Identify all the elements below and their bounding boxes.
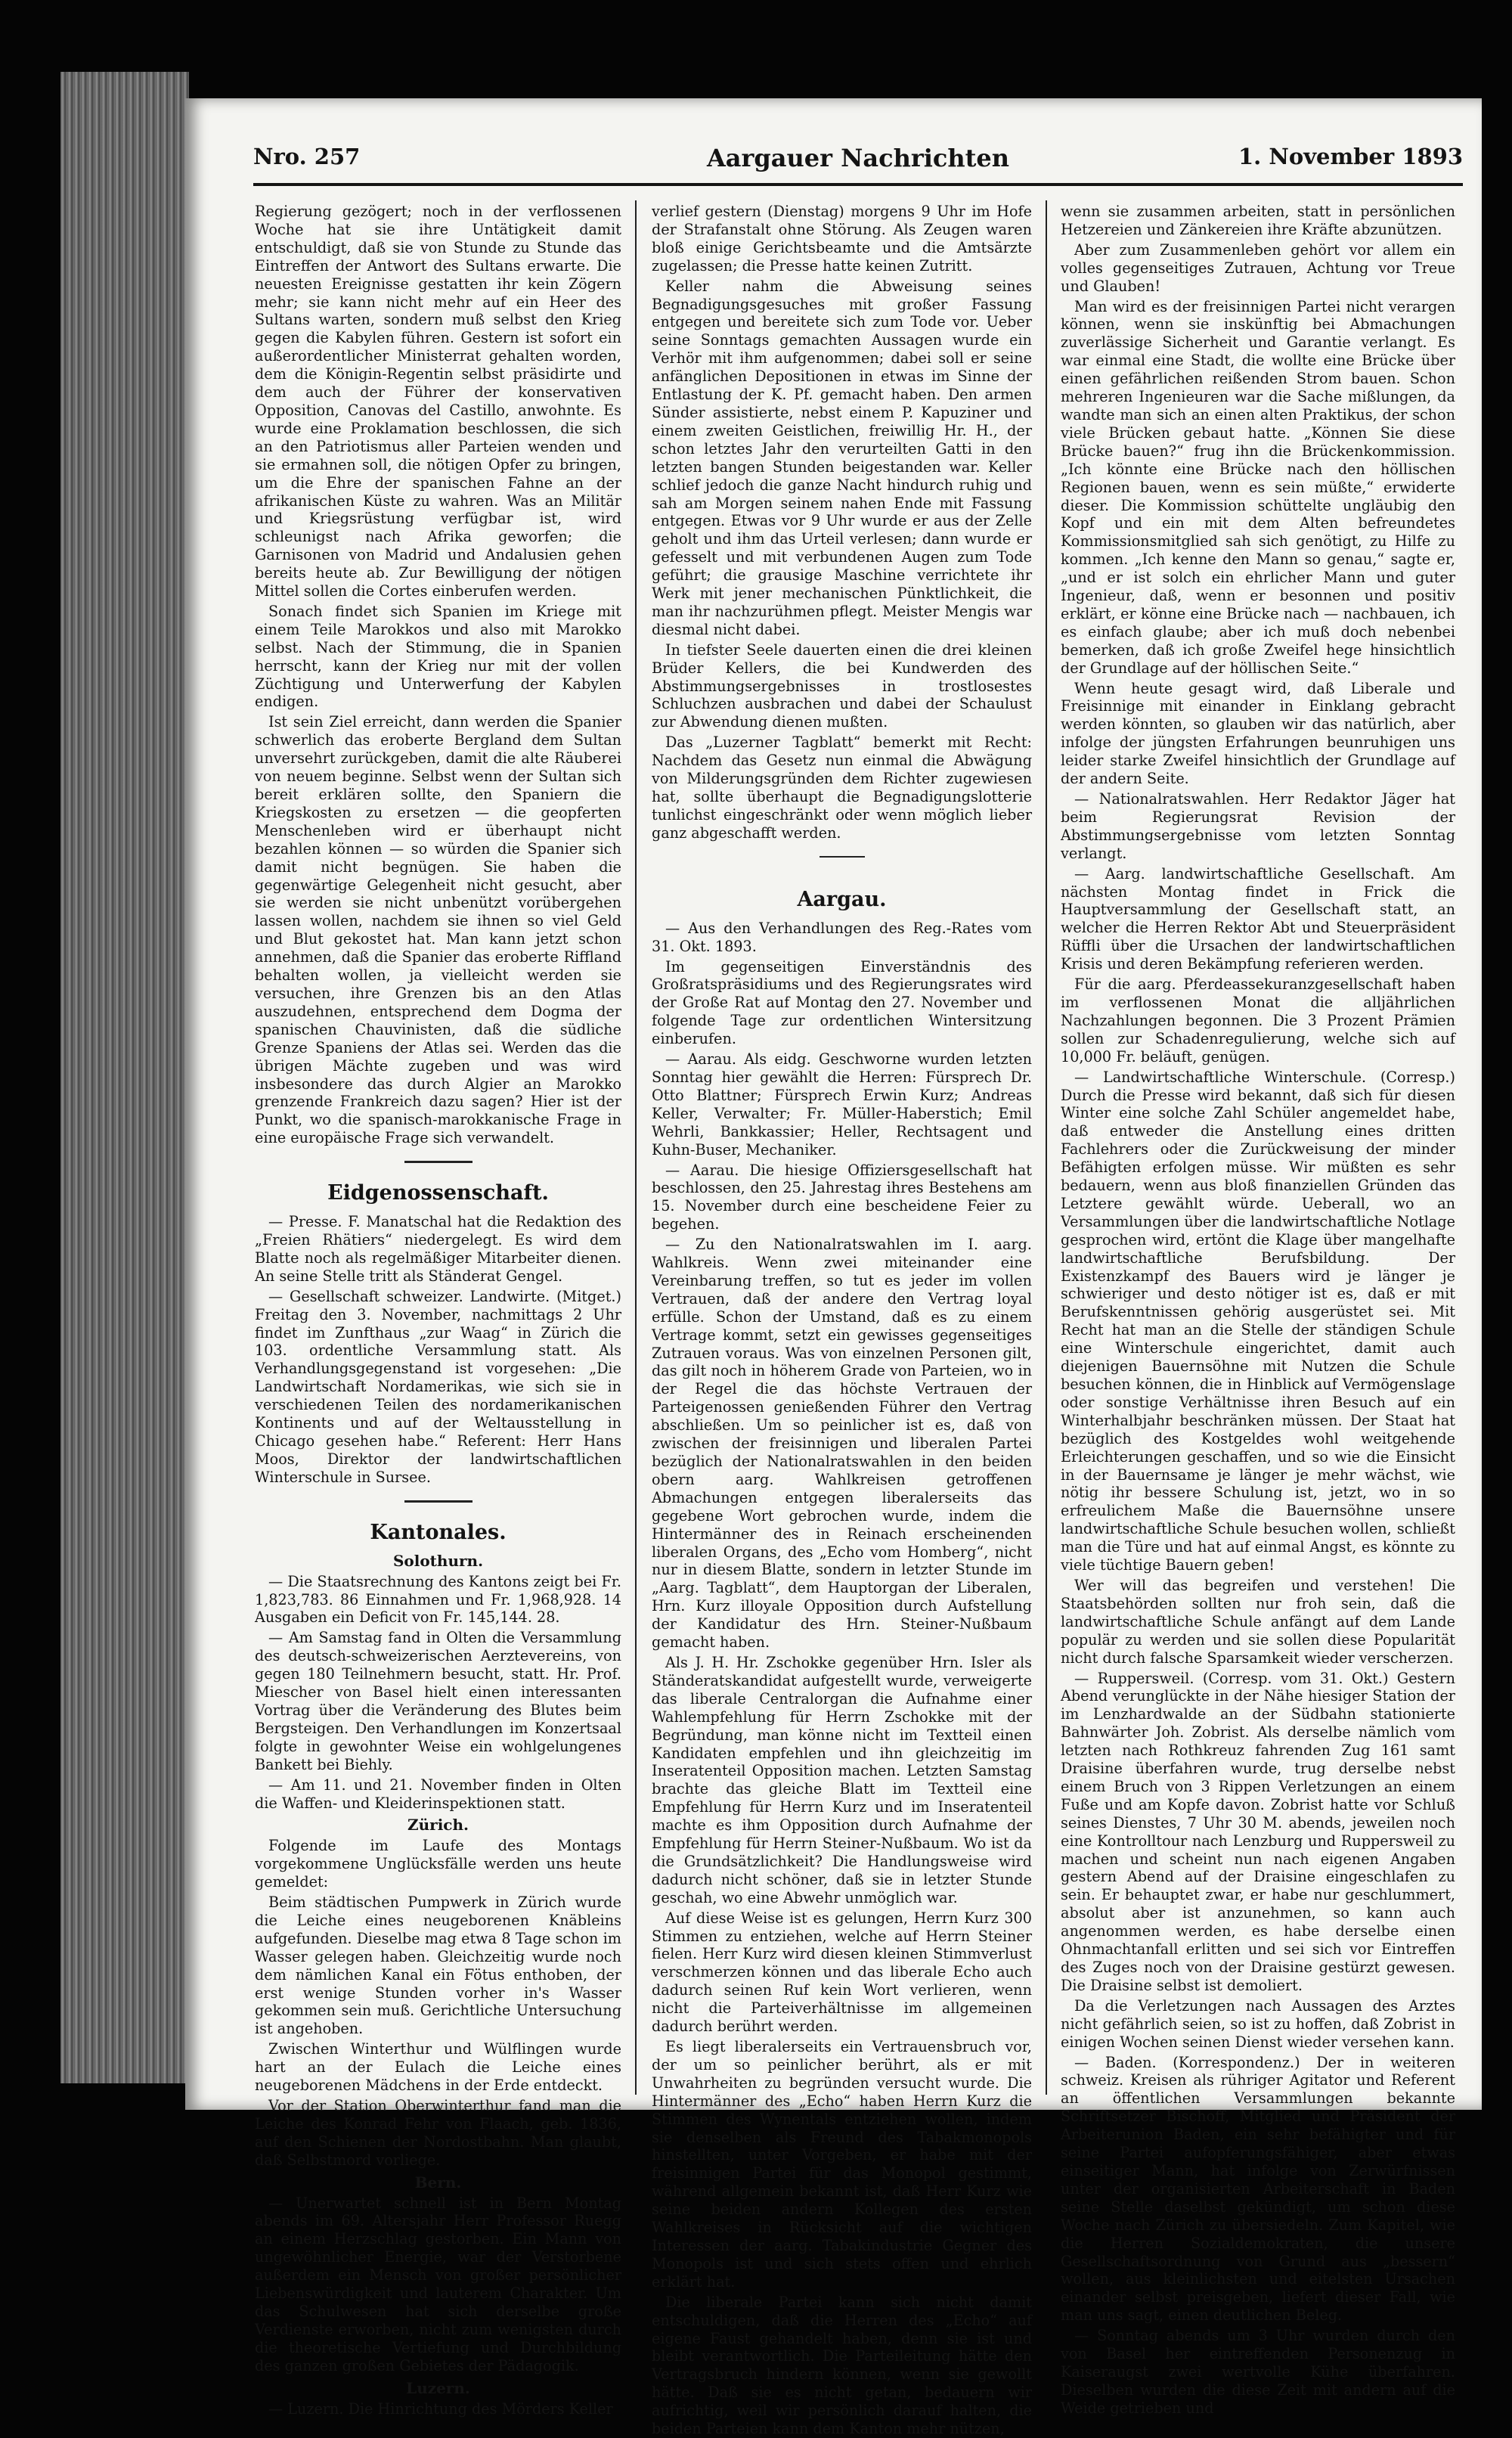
newspaper-title: Aargauer Nachrichten [706, 144, 1010, 172]
newspaper-page [185, 98, 1482, 2438]
news-item: — Ruppersweil. (Corresp. vom 31. Okt.) Gestern Abend verunglückte in der Nähe hiesiger Station der im Lenzhardwalde an der Südbahn stationierte Bahnwärter Joh. Zobrist. Als derselbe nämlich vom letzten nach Rothkreuz fahrenden Zug 161 samt Draisine überfahren wurde, trug derselbe nebst einem Bruch von 3 Rippen Verletzungen an einem Fuße und am Kopfe davon. Zobrist hatte vor Schluß seines Dienstes, 7 Uhr 30 M. abends, jeweilen noch eine Kontrolltour nach Lenzburg und Ruppersweil zu machen und scheint nun nach eigenen Angaben gestern Abend auf der Draisine eingeschlafen zu sein. Er behauptet zwar, er habe nur geschlummert, absolut aber ist anzunehmen, so kann auch angenommen werden, es habe derselbe einen Ohnmachtanfall erlitten und sei sich vor Eintreffen des Zuges noch von der Draisine gestürzt gewesen. Die Draisine selbst ist demoliert. [1061, 1669, 1455, 1994]
news-item: — Unerwartet schnell ist in Bern Montag abends im 69. Altersjahr Herr Professor Ruegg an einem Herzschlag gestorben. Ein Mann von ungewöhnlicher Energie, war der Verstorbene außerdem ein Mensch von großer persönlicher Liebenswürdigkeit und lauterem Charakter. Um das Schulwesen hat sich derselbe große Verdienste erworben, nicht zum wenigsten durch die theoretische Vertiefung und Durchbildung des ganzen großen Gebietes der Pädagogik. [255, 2194, 621, 2374]
news-item: Da die Verletzungen nach Aussagen des Arztes nicht gefährlich seien, so ist zu hoffen, daß Zobrist in einigen Wochen seinen Dienst wieder versehen kann. [1061, 1996, 1455, 2051]
news-item: — Aus den Verhandlungen des Reg.-Rates vom 31. Okt. 1893. [652, 919, 1032, 955]
issue-date: 1. November 1893 [1238, 144, 1463, 169]
masthead [253, 144, 1463, 186]
subheading-bern: Bern. [414, 2173, 462, 2191]
masthead-rule [253, 183, 1463, 186]
news-item: Es liegt liberalerseits ein Vertrauensbruch vor, der um so peinlicher berührt, als er mit Unwahrheiten zu begründen versucht wurde. Die Hintermänner des „Echo“ haben Herrn Kurz die Stimmen des Wynentals entziehen wollen, indem sie denselben als Freund des Tabakmonopols hinstellten, unter Vorgeben, er habe mit der freisinnigen Partei für das Monopol gestimmt, während allgemein bekannt ist, daß Herr Kurz wie seine beiden andern Kollegen des ersten Wahlkreises in Rücksicht auf die wichtigen Interessen der aarg. Tabakindustrie Gegner des Monopols ist und sich stets offen und ehrlich erklärt hat. [652, 2038, 1032, 2291]
news-item: Folgende im Laufe des Montags vorgekommene Unglücksfälle werden uns heute gemeldet: [255, 1837, 621, 1891]
news-item: — Zu den Nationalratswahlen im I. aarg. Wahlkreis. Wenn zwei miteinander eine Vereinbarung treffen, so tut es jeder im vollen Vertrauen, daß der andere den Vertrag loyal erfülle. Schon der Umstand, daß es zu einem Vertrage kommt, setzt ein gewisses gegenseitiges Zutrauen voraus. Was von einzelnen Personen gilt, das gilt noch in höherem Grade von Parteien, wo in der Regel die das höchste Vertrauen der Parteigenossen genießenden Führer den Vertrag abschließen. Um so peinlicher ist es, daß von zwischen der freisinnigen und liberalen Partei bezüglich der Nationalratswahlen in den beiden obern aarg. Wahlkreisen getroffenen Abmachungen entgegen liberalerseits das gegebene Wort gebrochen wurde, indem die Hintermänner des in Reinach erscheinenden liberalen Organs, des „Echo vom Homberg“, nicht nur in diesem Blatte, sondern in letzter Stunde im „Aarg. Tagblatt“, dem Hauptorgan der Liberalen, Hrn. Kurz illoyale Opposition durch Aufstellung der Kandidatur des Hrn. Steiner-Nußbaum gemacht haben. [652, 1236, 1032, 1652]
news-item: Wer will das begreifen und verstehen! Die Staatsbehörden sollten nur froh sein, daß die landwirtschaftliche Schule anfängt auf dem Lande populär zu werden und sie sollen diese Popularität nicht durch falsche Sparsamkeit wieder verscherzen. [1061, 1576, 1455, 1667]
article-paragraph: Aber zum Zusammenleben gehört vor allem ein volles gegenseitiges Zutrauen, Achtung vor Treue und Glauben! [1061, 240, 1455, 295]
section-separator [404, 1161, 472, 1163]
column-divider [1046, 200, 1047, 2095]
article-paragraph: In tiefster Seele dauerten einen die drei kleinen Brüder Kellers, die bei Kundwerden des Abstimmungsergebnisses in trostlosestes Schluchzen ausbrachen und dabei der Schaulust zur Abwendung dienen mußten. [652, 641, 1032, 731]
news-item: Im gegenseitigen Einverständnis des Großratspräsidiums und des Regierungsrates wird der Große Rat auf Montag den 27. November und folgende Tage zur ordentlichen Wintersitzung einberufen. [652, 957, 1032, 1048]
article-paragraph: Sonach findet sich Spanien im Kriege mit einem Teile Marokkos und also mit Marokko selbst. Nach der Stimmung, die in Spanien herrscht, kann der Krieg nur mit der vollen Züchtigung und Unterwerfung der Kabylen endigen. [255, 602, 621, 711]
news-item: — Am Samstag fand in Olten die Versammlung des deutsch-schweizerischen Aerztevereins, von gegen 180 Teilnehmern besucht, statt. Hr. Prof. Miescher von Basel hielt einen interessanten Vortrag über die Veränderung des Blutes beim Bergsteigen. Den Verhandlungen im Konzertsaal folgte in gewohnter Weise ein wohlgelungenes Bankett bei Biehly. [255, 1629, 621, 1773]
news-item: — Sonntag abends um 3 Uhr wurden durch den von Basel her eintreffenden Personenzug in Kaiseraugst zwei wertvolle Kühe überfahren. Dieselben wurden die diese Zeit mit andern auf die Weide getrieben und [1061, 2327, 1455, 2417]
news-item: Zwischen Winterthur und Wülflingen wurde hart an der Eulach die Leiche eines neugeborenen Mädchens in der Erde entdeckt. [255, 2040, 621, 2095]
article-paragraph: Man wird es der freisinnigen Partei nicht verargen können, wenn sie inskünftig bei Abmachungen zuverlässige Sicherheit und Garantie verlangt. Es war einmal eine Stadt, die wollte eine Brücke über einen gefährlichen reißenden Strom bauen. Schon mehreren Ingenieuren war die Sache mißlungen, da wandte man sich an einen alten Praktikus, der schon viele Brücken gebaut hatte. „Können Sie diese Brücke bauen?“ frug ihn die Brückenkommission. „Ich könnte eine Brücke nach den höllischen Regionen bauen, wenn es sein müßte,“ erwiderte dieser. Die Kommission schüttelte ungläubig den Kopf und ein mit dem Alten befreundetes Kommissionsmitglied sah sich genötigt, zu Hilfe zu kommen. „Ich kenne den Mann so genau,“ sagte er, „und er ist solch ein ehrlicher Mann und guter Ingenieur, daß, wenn er besonnen und positiv erklärt, er könne eine Brücke nach — nachbauen, ich es einfach glaube; aber ich muß doch nebenbei bemerken, daß ich große Zweifel hege hinsichtlich der Grundlage auf der höllischen Seite.“ [1061, 297, 1455, 677]
news-item: — Nationalratswahlen. Herr Redaktor Jäger hat beim Regierungsrat Revision der Abstimmungsergebnisse vom letzten Sonntag verlangt. [1061, 790, 1455, 862]
section-separator [820, 856, 865, 858]
news-item: Für die aarg. Pferdeassekuranzgesellschaft haben im verflossenen Monat die alljährlichen Nachzahlungen begonnen. Die 3 Prozent Prämien sollen zur Schadenregulierung, welche sich auf 10,000 Fr. beläuft, genügen. [1061, 976, 1455, 1065]
news-item: — Baden. (Korrespondenz.) Der in weiteren schweiz. Kreisen als rühriger Agitator und Referent an öffentlichen Versammlungen bekannte Schriftsetzer Bischoff, Mitglied und Präsident der Arbeiterunion Baden, ein sehr befähigter und für seine Partei aufopferungsfähiger, aber etwas einseitiger Mann, hat infolge von Zerwürfnissen unter der organisierten Arbeiterschaft in Baden seine Stelle daselbst gekündigt, um schon diese Woche nach Zürich zu übersiedeln. Zum Kapitel, wie die Herren Sozialdemokraten, die unsere Gesellschaftsordnung von Grund aus „bessern“ wollen, aus kleinlichsten und eitelsten Ursachen einander selbst preisgeben, liefert dieser Fall, wie man uns sagt, einen deutlichen Beleg. [1061, 2053, 1455, 2325]
news-item: — Luzern. Die Hinrichtung des Mörders Keller [268, 2399, 613, 2418]
news-item: Vor der Station Oberwinterthur fand man die Leiche des Konrad Fehr von Flaach, geb. 1836, auf den Schienen der Nordostbahn. Man glaubt, daß Selbstmord vorliege. [255, 2097, 621, 2169]
news-item: Auf diese Weise ist es gelungen, Herrn Kurz 300 Stimmen zu entziehen, welche auf Herrn Steiner fielen. Herr Kurz wird diesen kleinen Stimmverlust verschmerzen können und das liberale Echo auch dadurch seinen Ruf kein Wort verlieren, wenn nicht die Parteiverhältnisse im allgemeinen dadurch berührt werden. [652, 1909, 1032, 2036]
section-heading-eidgenossenschaft: Eidgenossenschaft. [327, 1181, 549, 1205]
section-heading-kantonales: Kantonales. [370, 1520, 507, 1544]
news-item: — Die Staatsrechnung des Kantons zeigt bei Fr. 1,823,783. 86 Einnahmen und Fr. 1,968,928. 14 Ausgaben ein Deficit von Fr. 145,144. 28. [255, 1572, 621, 1627]
issue-number: Nro. 257 [253, 144, 361, 169]
column-2 [652, 203, 1032, 2438]
news-item: — Gesellschaft schweizer. Landwirte. (Mitget.) Freitag den 3. November, nachmittags 2 Uhr findet im Zunfthaus „zur Waag“ in Zürich die 103. ordentliche Versammlung statt. Als Verhandlungsgegenstand ist vorgesehen: „Die Landwirtschaft Nordamerikas, wie sich sie in verschiedenen Teilen des nordamerikanischen Kontinents und auf der Weltausstellung in Chicago gesehen habe.“ Referent: Herr Hans Moos, Direktor der landwirtschaftlichen Winterschule in Sursee. [255, 1287, 621, 1486]
article-paragraph: Wenn heute gesagt wird, daß Liberale und Freisinnige mit einander in Einklang gebracht werden könnten, so glauben wir das natürlich, aber infolge der jüngsten Erfahrungen beunruhigen uns leider starke Zweifel hinsichtlich der Grundlage auf der andern Seite. [1061, 679, 1455, 788]
news-item: — Am 11. und 21. November finden in Olten die Waffen- und Kleiderinspektionen statt. [255, 1776, 621, 1812]
column-divider [635, 200, 637, 2095]
column-3 [1061, 203, 1455, 2417]
news-item: — Aarau. Als eidg. Geschworne wurden letzten Sonntag hier gewählt die Herren: Fürsprech Dr. Otto Blattner; Fürsprech Erwin Kurz; Andreas Keller, Verwalter; Fr. Müller-Haberstich; Emil Wehrli, Bankkassier; Heller, Rechtsagent und Kuhn-Buser, Mechaniker. [652, 1050, 1032, 1159]
column-1 [255, 203, 621, 2418]
section-heading-aargau: Aargau. [797, 887, 887, 911]
subheading-luzern: Luzern. [406, 2378, 470, 2397]
section-separator [404, 1500, 472, 1503]
article-paragraph: Keller nahm die Abweisung seines Begnadigungsgesuches mit großer Fassung entgegen und bereitete sich zum Tode vor. Ueber seine Sonntags gemachten Aussagen wurde ein Verhör mit ihm aufgenommen; dabei soll er seine anfänglichen Depositionen in etwas im Sinne der Entlastung der K. Pf. gemacht haben. Den armen Sünder assistierte, nebst einem P. Kapuziner und einem zweiten Geistlichen, freiwillig Hr. H., der schon letztes Jahr den verurteilten Gatti in den letzten bangen Stunden beigestanden war. Keller schlief jedoch die ganze Nacht hindurch ruhig und sah am Morgen seinem nahen Ende mit Fassung entgegen. Etwas vor 9 Uhr wurde er aus der Zelle geholt und ihm das Urteil verlesen; dann wurde er gefesselt und mit verbundenen Augen zum Tode geführt; die grausige Maschine verrichtete ihr Werk mit jener mechanischen Pünktlichkeit, die man ihr nachzurühmen pflegt. Meister Mengis war diesmal nicht dabei. [652, 277, 1032, 638]
article-paragraph: Regierung gezögert; noch in der verflossenen Woche hat sie ihre Untätigkeit damit entschuldigt, daß sie von Stunde zu Stunde das Eintreffen der Antwort des Sultans erwarte. Die neuesten Ereignisse gestatten ihr kein Zögern mehr; sie kann nicht mehr auf ein Heer des Sultans warten, sondern muß selbst den Krieg gegen die Kabylen führen. Gestern ist sofort ein außerordentlicher Ministerrat gehalten worden, dem die Königin-Regentin selbst präsidirte und dem auch der Führer der konservativen Opposition, Canovas del Castillo, anwohnte. Es wurde eine Proklamation beschlossen, die sich an den Patriotismus aller Parteien wenden und sie ermahnen soll, die nötigen Opfer zu bringen, um die Ehre der spanischen Fahne an der afrikanischen Küste zu wahren. Was an Militär und Kriegsrüstung verfügbar ist, wird schleunigst nach Afrika geworfen; die Garnisonen von Madrid und Andalusien gehen bereits heute ab. Zur Bewilligung der nötigen Mittel sollen die Cortes einberufen werden. [255, 203, 621, 600]
article-paragraph: wenn sie zusammen arbeiten, statt in persönlichen Hetzereien und Zänkereien ihre Kräfte abzunützen. [1061, 203, 1455, 238]
article-paragraph: verlief gestern (Dienstag) morgens 9 Uhr im Hofe der Strafanstalt ohne Störung. Als Zeugen waren bloß einige Gerichtsbeamte und die Amtsärzte zugelassen; die Presse hatte keinen Zutritt. [652, 203, 1032, 275]
news-item: Beim städtischen Pumpwerk in Zürich wurde die Leiche eines neugeborenen Knäbleins aufgefunden. Dieselbe mag etwa 8 Tage schon im Wasser gelegen haben. Gleichzeitig wurde noch dem nämlichen Kanal ein Fötus enthoben, der erst wenige Stunden vorher in's Wasser gekommen sein muß. Gerichtliche Untersuchung ist angehoben. [255, 1894, 621, 2038]
news-item: — Aarg. landwirtschaftliche Gesellschaft. Am nächsten Montag findet in Frick die Hauptversammlung der Gesellschaft statt, an welcher die Herren Rektor Abt und Steuerpräsident Rüffli über die Ursachen der landwirtschaftlichen Krisis und deren Bekämpfung referieren werden. [1061, 864, 1455, 973]
news-item: — Aarau. Die hiesige Offiziersgesellschaft hat beschlossen, den 25. Jahrestag ihres Bestehens am 15. November durch eine bescheidene Feier zu begehen. [652, 1161, 1032, 1233]
news-item: — Landwirtschaftliche Winterschule. (Corresp.) Durch die Presse wird bekannt, daß sich für diesen Winter eine solche Zahl Schüler angemeldet habe, daß entweder die Anstellung eines dritten Fachlehrers oder die Zurückweisung der minder Befähigten erfolgen müsse. Wir müßten es sehr bedauern, wenn aus bloß finanziellen Gründen das Letztere gewählt würde. Ueberall, wo an Versammlungen über die landwirtschaftliche Notlage gesprochen wird, ertönt die Klage über mangelhafte landwirtschaftliche Berufsbildung. Der Existenzkampf des Bauers wird je länger je schwieriger und desto nötiger ist es, daß er mit Berufskenntnissen gehörig ausgerüstet sei. Mit Recht hat man an die Stelle der ständigen Schule eine Winterschule eingerichtet, damit auch diejenigen Bauernsöhne mit Nutzen die Schule besuchen können, die in Hinblick auf Vermögenslage oder sonstige Verhältnisse ihren Besuch auf ein Winterhalbjahr beschränken müssen. Der Staat hat bezüglich des Kostgeldes wohl weitgehende Erleichterungen geschaffen, und so wie die Einsicht in der Bauernsame je länger je mehr wächst, wie nötig ihr bessere Schulung ist, jetzt, wo in so erfreulichem Maße die Bauernsöhne unsere landwirtschaftliche Schule besuchen wollen, schließt man die Türe und hat auf einmal Angst, es könnte zu viele tüchtige Bauern geben! [1061, 1068, 1455, 1574]
article-paragraph: Ist sein Ziel erreicht, dann werden die Spanier schwerlich das eroberte Bergland dem Sultan unversehrt zurückgeben, damit die alte Räuberei von neuem beginne. Selbst wenn der Sultan sich bereit erklären sollte, den Spaniern die Kriegskosten zu ersetzen — die geopferten Menschenleben wird er überhaupt nicht bezahlen können — so würden die Spanier sich damit nicht begnügen. Sie haben die gegenwärtige Gelegenheit nicht gesucht, aber sie werden sie nicht unbenützt vorübergehen lassen wollen, nachdem sie ihnen so viel Geld und Blut gekostet hat. Man kann jetzt schon annehmen, daß die Spanier das eroberte Riffland behalten wollen, ja vielleicht werden sie versuchen, ihre Grenzen bis an den Atlas auszudehnen, entsprechend dem Dogma der spanischen Chauvinisten, daß die südliche Grenze Spaniens der Atlas sei. Werden das die übrigen Mächte zugeben und was wird insbesondere das durch Algier an Marokko grenzende Frankreich dazu sagen? Hier ist der Punkt, wo die spanisch-marokkanische Frage in eine europäische Frage sich verwandelt. [255, 713, 621, 1147]
subheading-zuerich: Zürich. [407, 1816, 469, 1835]
news-item: Als J. H. Hr. Zschokke gegenüber Hrn. Isler als Ständeratskandidat aufgestellt wurde, verweigerte das liberale Centralorgan die Aufnahme einer Wahlempfehlung für Herrn Zschokke mit der Begründung, man könne nicht im Textteil einen Kandidaten empfehlen und ihn gleichzeitig im Inseratenteil Opposition machen. Letzten Samstag brachte das gleiche Blatt im Textteil eine Empfehlung für Herrn Kurz und im Inseratenteil machte es ihm Opposition durch Aufnahme der Empfehlung für Herrn Steiner-Nußbaum. Wo ist da die Grundsätzlichkeit? Die Handlungsweise wird dadurch nicht schöner, daß sie in letzter Stunde geschah, wo eine Abwehr unmöglich war. [652, 1653, 1032, 1906]
news-item: Die liberale Partei kann sich nicht damit entschuldigen, daß die Herren des „Echo“ auf eigene Faust gehandelt haben, denn sie ist und bleibt verantwortlich. Die Parteileitung hätte den Vertragsbruch hindern können, wenn sie gewollt hätte. Daß sie es nicht getan, bedauern wir aufrichtig, weil wir persönlich darauf halten, die beiden Parteien kann dem Kanton mehr nützen, [652, 2293, 1032, 2438]
article-paragraph: Das „Luzerner Tagblatt“ bemerkt mit Recht: Nachdem das Gesetz nun einmal die Abwägung von Milderungsgründen dem Richter zugewiesen hat, sollte überhaupt die Begnadigungslotterie tunlichst eingeschränkt oder wenn möglich lieber ganz abgeschafft werden. [652, 734, 1032, 842]
book-spine [60, 72, 189, 2083]
news-item: — Presse. F. Manatschal hat die Redaktion des „Freien Rhätiers“ niedergelegt. Es wird dem Blatte noch als regelmäßiger Mitarbeiter dienen. An seine Stelle tritt als Ständerat Gengel. [255, 1213, 621, 1285]
subheading-solothurn: Solothurn. [392, 1551, 484, 1570]
